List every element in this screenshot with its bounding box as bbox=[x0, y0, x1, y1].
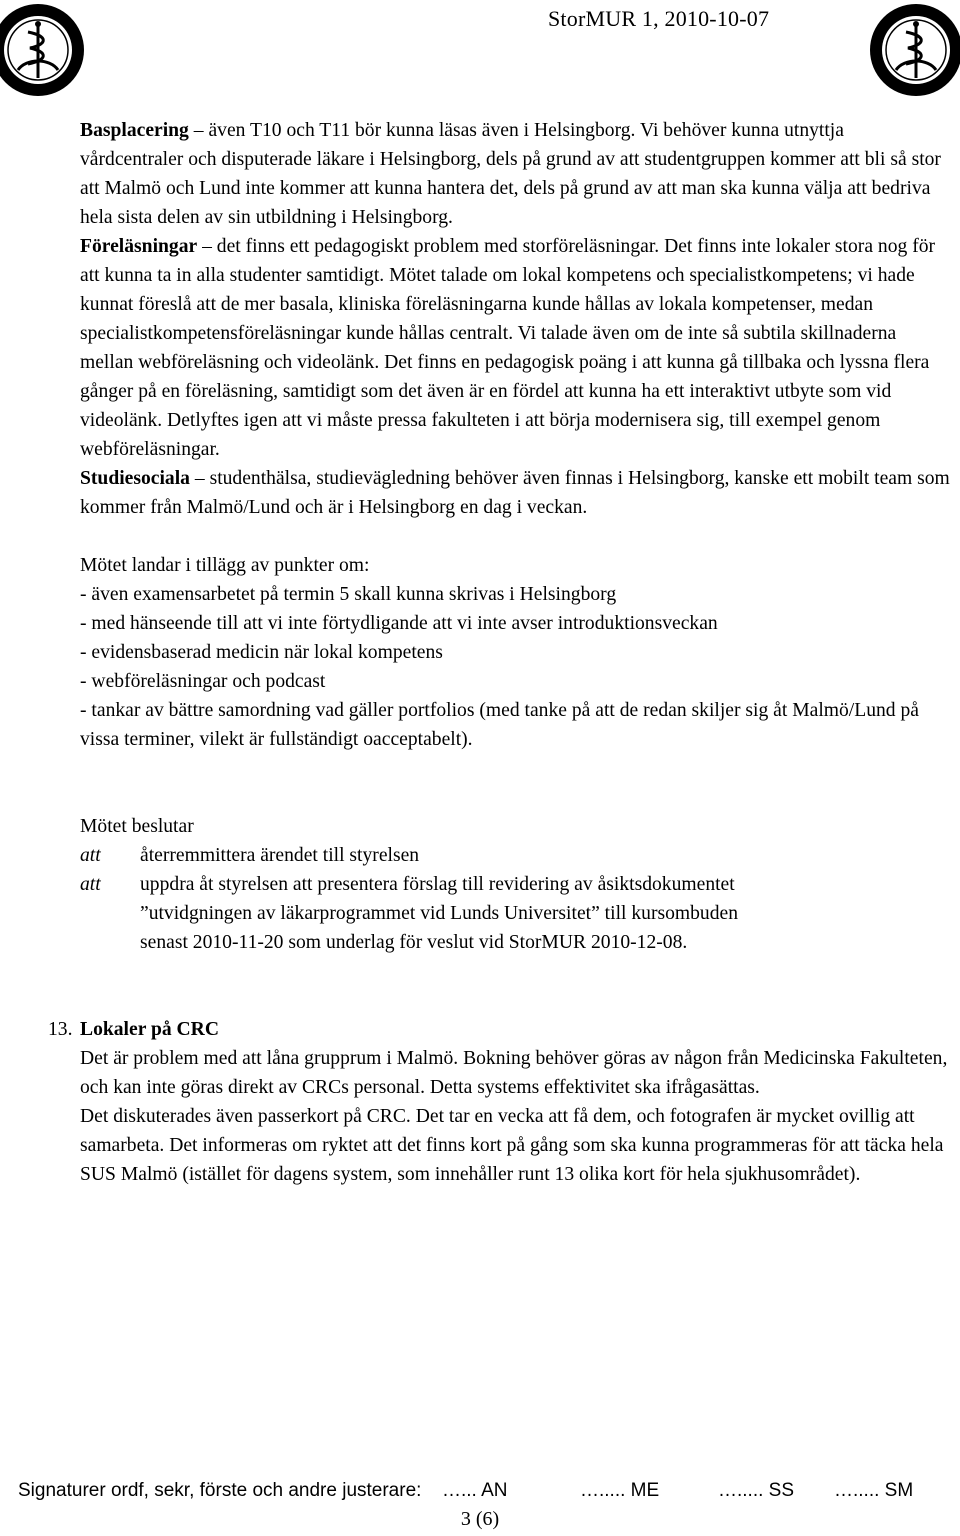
page-number: 3 (6) bbox=[460, 1508, 500, 1530]
text-basplacering: – även T10 och T11 bör kunna läsas även i Helsingborg. Vi behöver kunna utnyttja vårdcentraler och disputerade läkare i Helsingborg, dels på grund av att studentgruppen kommer att bli så stor att Malmö och Lund inte kommer att kunna hantera det, dels på grund av att man ska kunna välja att bedriva hela sista delen av sin utbildning i Helsingborg. bbox=[80, 120, 941, 228]
signature-label: Signaturer ordf, sekr, förste och andre justerare: bbox=[18, 1480, 422, 1501]
signature-ss: …..... SS bbox=[718, 1480, 795, 1501]
signature-an: …... AN bbox=[442, 1480, 508, 1501]
association-seal-icon-left bbox=[0, 0, 88, 100]
list-item: - tankar av bättre samordning vad gäller portfolios (med tanke på att de redan skiljer sig åt Malmö/Lund på vissa terminer, vilekt är fullständigt oacceptabelt). bbox=[80, 700, 920, 750]
section-13-heading bbox=[48, 1015, 950, 1044]
document-body bbox=[48, 116, 950, 1189]
decision-text-continued: ”utvidgningen av läkarprogrammet vid Lunds Universitet” till kursombuden bbox=[140, 903, 739, 924]
section-13-paragraph-1: Det är problem med att låna grupprum i Malmö. Bokning behöver göras av någon från Medicinska Fakulteten, och kan inte göras direkt av CRCs personal. Detta systems effektivitet ska ifrågasättas. bbox=[80, 1048, 948, 1098]
text-studiesociala: – studenthälsa, studievägledning behöver även finnas i Helsingborg, kanske ett mobilt team som kommer från Malmö/Lund och är i Helsingborg en dag i veckan. bbox=[80, 468, 950, 518]
decision-key: att bbox=[80, 874, 101, 895]
tillagg-intro: Mötet landar i tillägg av punkter om: bbox=[80, 555, 370, 576]
heading-studiesociala: Studiesociala bbox=[80, 468, 190, 489]
list-item: - även examensarbetet på termin 5 skall kunna skrivas i Helsingborg bbox=[80, 584, 617, 605]
section-13 bbox=[48, 1015, 950, 1189]
decision-text: uppdra åt styrelsen att presentera förslag till revidering av åsiktsdokumentet bbox=[140, 874, 735, 895]
decision-item bbox=[80, 841, 950, 870]
signature-footer bbox=[18, 1478, 948, 1504]
beslut-section bbox=[80, 812, 950, 957]
heading-forelasningar: Föreläsningar bbox=[80, 236, 198, 257]
section-13-paragraph-2: Det diskuterades även passerkort på CRC. Det tar en vecka att få dem, och fotografen är mycket ovillig att samarbeta. Det informeras om ryktet att det finns kort på gång som ska kunna programmeras för att täcka hela SUS Malmö (istället för dagens system, som innehåller runt 13 olika kort för hela sjukhusområdet). bbox=[80, 1106, 944, 1185]
decision-text-continued: senast 2010-11-20 som underlag för veslut vid StorMUR 2010-12-08. bbox=[140, 932, 688, 953]
section-number: 13. bbox=[48, 1019, 73, 1040]
list-item: - evidensbaserad medicin när lokal kompetens bbox=[80, 642, 443, 663]
paragraph-basplacering bbox=[80, 116, 950, 232]
decision-text: återremmittera ärendet till styrelsen bbox=[140, 845, 420, 866]
list-item: - med hänseende till att vi inte förtydligande att vi inte avser introduktionsveckan bbox=[80, 613, 718, 634]
document-header-title: StorMUR 1, 2010-10-07 bbox=[548, 6, 770, 31]
decision-item bbox=[80, 870, 950, 899]
signature-me: …..... ME bbox=[580, 1480, 660, 1501]
association-seal-icon-right bbox=[866, 0, 960, 100]
paragraph-forelasningar bbox=[80, 232, 950, 464]
paragraph-studiesociala bbox=[80, 464, 950, 522]
text-forelasningar: – det finns ett pedagogiskt problem med storföreläsningar. Det finns inte lokaler stora nog för att kunna ta in alla studenter samtidigt. Mötet talade om lokal kompetens och specialistkompetens; vi hade kunnat föreslå att de mer basala, kliniska föreläsningarna kunde hållas av lokala kompetenser, medan specialistkompetensföreläsningar kunde hållas centralt. Vi talade även om de inte så subtila skillnaderna mellan webföreläsning och videolänk. Det finns en pedagogisk poäng i att kunna gå tillbaka och lyssna flera gånger på en föreläsning, samtidigt som det även är en fördel att kunna ha ett interaktivt utbyte som vid videolänk. Detlyftes igen att vi måste pressa fakulteten i att börja modernisera sig, till exempel genom webföreläsningar. bbox=[80, 236, 936, 460]
beslut-intro: Mötet beslutar bbox=[80, 816, 194, 837]
section-title: Lokaler på CRC bbox=[80, 1019, 219, 1040]
heading-basplacering: Basplacering bbox=[80, 120, 189, 141]
signature-sm: …..... SM bbox=[834, 1480, 914, 1501]
list-item: - webföreläsningar och podcast bbox=[80, 671, 326, 692]
tillagg-section bbox=[80, 551, 950, 754]
decision-key: att bbox=[80, 845, 101, 866]
